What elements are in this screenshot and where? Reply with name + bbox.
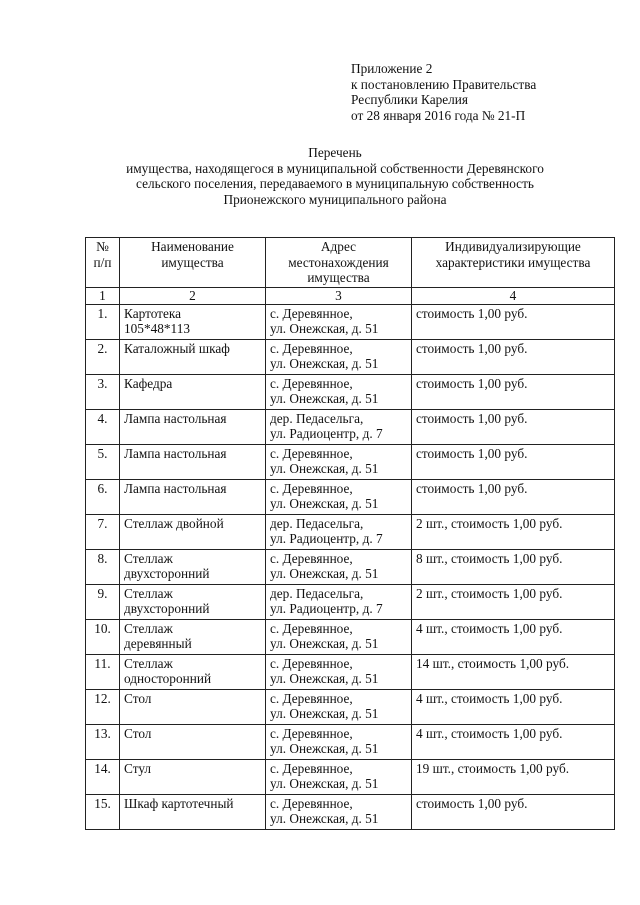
- property-address-line: с. Деревянное,: [270, 375, 353, 391]
- property-name-line: Шкаф картотечный: [124, 795, 234, 811]
- property-address-line: ул. Онежская, д. 51: [270, 811, 379, 826]
- property-characteristics: 4 шт., стоимость 1,00 руб.: [412, 619, 615, 654]
- row-number: 2.: [86, 339, 120, 374]
- table-row: [86, 654, 615, 689]
- property-address-line: с. Деревянное,: [270, 480, 353, 496]
- column-number: 4: [412, 288, 615, 305]
- property-address-line: с. Деревянное,: [270, 445, 353, 461]
- property-name-line: Стол: [124, 725, 152, 741]
- property-name-line: Кафедра: [124, 375, 173, 391]
- header-cell-address: [266, 238, 412, 288]
- property-address-line: с. Деревянное,: [270, 655, 353, 671]
- appendix-line: Приложение 2: [351, 61, 433, 76]
- property-address: [266, 514, 412, 549]
- property-characteristics: стоимость 1,00 руб.: [412, 304, 615, 339]
- table-row: [86, 339, 615, 374]
- property-address-line: с. Деревянное,: [270, 760, 353, 776]
- property-name: [120, 724, 266, 759]
- table-body: [86, 304, 615, 829]
- property-address-line: с. Деревянное,: [270, 305, 353, 321]
- property-characteristics: стоимость 1,00 руб.: [412, 479, 615, 514]
- property-name: [120, 584, 266, 619]
- property-address: [266, 654, 412, 689]
- property-name: [120, 409, 266, 444]
- property-address: [266, 549, 412, 584]
- property-address: [266, 479, 412, 514]
- property-address-line: дер. Педасельга,: [270, 515, 364, 531]
- property-name-line: 105*48*113: [124, 321, 190, 336]
- property-name: [120, 759, 266, 794]
- header-line: Индивидуализирующие: [445, 239, 581, 254]
- property-address: [266, 794, 412, 829]
- property-name-line: Картотека: [124, 305, 182, 321]
- property-table: [85, 237, 615, 830]
- row-number: 6.: [86, 479, 120, 514]
- property-name-line: Стеллаж: [124, 550, 173, 566]
- property-address: [266, 759, 412, 794]
- appendix-line: к постановлению Правительства: [351, 76, 537, 92]
- property-address: [266, 374, 412, 409]
- property-address: [266, 584, 412, 619]
- row-number: 10.: [86, 619, 120, 654]
- table-row: [86, 794, 615, 829]
- row-number: 11.: [86, 654, 120, 689]
- property-address-line: с. Деревянное,: [270, 550, 353, 566]
- property-characteristics: стоимость 1,00 руб.: [412, 339, 615, 374]
- row-number: 7.: [86, 514, 120, 549]
- property-name-line: двухсторонний: [124, 566, 210, 581]
- property-characteristics: 8 шт., стоимость 1,00 руб.: [412, 549, 615, 584]
- column-number: 2: [120, 288, 266, 305]
- row-number: 13.: [86, 724, 120, 759]
- property-address: [266, 444, 412, 479]
- property-name: [120, 374, 266, 409]
- header-line: имущества: [161, 254, 224, 270]
- header-line: имущества: [307, 270, 370, 285]
- property-name: [120, 339, 266, 374]
- property-characteristics: 4 шт., стоимость 1,00 руб.: [412, 724, 615, 759]
- row-number: 8.: [86, 549, 120, 584]
- property-address-line: ул. Онежская, д. 51: [270, 776, 379, 791]
- title-line: сельского поселения, передаваемого в муниципальную собственность: [136, 176, 534, 191]
- table-row: [86, 444, 615, 479]
- property-characteristics: 19 шт., стоимость 1,00 руб.: [412, 759, 615, 794]
- property-address-line: с. Деревянное,: [270, 690, 353, 706]
- property-characteristics: 2 шт., стоимость 1,00 руб.: [412, 584, 615, 619]
- property-characteristics: стоимость 1,00 руб.: [412, 409, 615, 444]
- property-address-line: ул. Онежская, д. 51: [270, 671, 379, 686]
- property-name-line: Стул: [124, 760, 152, 776]
- property-name-line: Лампа настольная: [124, 445, 227, 461]
- property-address-line: с. Деревянное,: [270, 620, 353, 636]
- property-address: [266, 689, 412, 724]
- property-characteristics: стоимость 1,00 руб.: [412, 444, 615, 479]
- property-address-line: ул. Онежская, д. 51: [270, 706, 379, 721]
- table-row: [86, 374, 615, 409]
- document-title: [70, 145, 600, 207]
- table-row: [86, 514, 615, 549]
- property-address-line: ул. Радиоцентр, д. 7: [270, 426, 383, 441]
- table-row: [86, 759, 615, 794]
- appendix-line: от 28 января 2016 года № 21-П: [351, 107, 526, 123]
- header-line: местонахождения: [288, 254, 389, 270]
- property-name-line: Лампа настольная: [124, 410, 227, 426]
- header-line: Наименование: [151, 239, 234, 254]
- property-address-line: дер. Педасельга,: [270, 585, 364, 601]
- property-address-line: ул. Онежская, д. 51: [270, 566, 379, 581]
- property-characteristics: стоимость 1,00 руб.: [412, 374, 615, 409]
- property-name: [120, 514, 266, 549]
- property-address: [266, 724, 412, 759]
- property-name-line: Стеллаж двойной: [124, 515, 224, 531]
- property-address-line: ул. Онежская, д. 51: [270, 461, 379, 476]
- property-characteristics: 2 шт., стоимость 1,00 руб.: [412, 514, 615, 549]
- header-line: Адрес: [320, 239, 357, 254]
- property-characteristics: стоимость 1,00 руб.: [412, 794, 615, 829]
- property-name: [120, 549, 266, 584]
- table-row: [86, 549, 615, 584]
- property-name-line: Стеллаж: [124, 655, 173, 671]
- property-address-line: ул. Онежская, д. 51: [270, 636, 379, 651]
- header-line: №: [96, 239, 109, 254]
- title-line: имущества, находящегося в муниципальной собственности Деревянского: [126, 160, 544, 176]
- property-characteristics: 4 шт., стоимость 1,00 руб.: [412, 689, 615, 724]
- table-row: [86, 619, 615, 654]
- property-name-line: Стеллаж: [124, 585, 173, 601]
- row-number: 9.: [86, 584, 120, 619]
- header-cell-number: [86, 238, 120, 288]
- property-name: [120, 304, 266, 339]
- header-cell-name: [120, 238, 266, 288]
- header-line: характеристики имущества: [435, 254, 591, 270]
- property-name: [120, 794, 266, 829]
- row-number: 12.: [86, 689, 120, 724]
- title-line: Прионежского муниципального района: [223, 191, 447, 207]
- property-address: [266, 409, 412, 444]
- table-row: [86, 724, 615, 759]
- column-number: 3: [266, 288, 412, 305]
- property-address: [266, 304, 412, 339]
- table-row: [86, 584, 615, 619]
- row-number: 14.: [86, 759, 120, 794]
- appendix-line: Республики Карелия: [351, 92, 469, 107]
- property-address-line: с. Деревянное,: [270, 340, 353, 356]
- property-address-line: ул. Радиоцентр, д. 7: [270, 601, 383, 616]
- table-row: [86, 409, 615, 444]
- header-line: п/п: [93, 254, 112, 270]
- property-name-line: деревянный: [124, 636, 192, 651]
- property-characteristics: 14 шт., стоимость 1,00 руб.: [412, 654, 615, 689]
- property-address-line: с. Деревянное,: [270, 795, 353, 811]
- table-row: [86, 689, 615, 724]
- property-name-line: Стол: [124, 690, 152, 706]
- property-name: [120, 654, 266, 689]
- row-number: 3.: [86, 374, 120, 409]
- property-address-line: ул. Онежская, д. 51: [270, 356, 379, 371]
- property-address-line: с. Деревянное,: [270, 725, 353, 741]
- property-name-line: Лампа настольная: [124, 480, 227, 496]
- appendix-block: [351, 61, 621, 123]
- property-address-line: ул. Онежская, д. 51: [270, 321, 379, 336]
- row-number: 5.: [86, 444, 120, 479]
- property-address: [266, 619, 412, 654]
- table-row: [86, 479, 615, 514]
- property-address-line: ул. Радиоцентр, д. 7: [270, 531, 383, 546]
- property-name-line: односторонний: [124, 671, 212, 686]
- row-number: 15.: [86, 794, 120, 829]
- property-address-line: дер. Педасельга,: [270, 410, 364, 426]
- property-name: [120, 689, 266, 724]
- property-name: [120, 479, 266, 514]
- row-number: 1.: [86, 304, 120, 339]
- property-name-line: Каталожный шкаф: [124, 340, 230, 356]
- row-number: 4.: [86, 409, 120, 444]
- property-address: [266, 339, 412, 374]
- property-name: [120, 444, 266, 479]
- column-number: 1: [86, 288, 120, 305]
- table-row: [86, 304, 615, 339]
- header-row: [86, 238, 615, 288]
- column-number-row: [86, 288, 615, 305]
- header-cell-characteristics: [412, 238, 615, 288]
- property-address-line: ул. Онежская, д. 51: [270, 391, 379, 406]
- property-address-line: ул. Онежская, д. 51: [270, 496, 379, 511]
- property-name-line: двухсторонний: [124, 601, 210, 616]
- property-address-line: ул. Онежская, д. 51: [270, 741, 379, 756]
- property-name: [120, 619, 266, 654]
- property-name-line: Стеллаж: [124, 620, 173, 636]
- title-line: Перечень: [308, 145, 362, 160]
